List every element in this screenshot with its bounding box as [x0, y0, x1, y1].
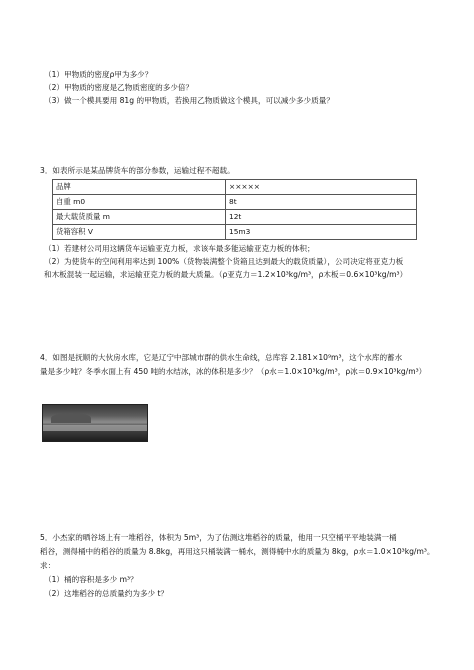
table-value: 15m3	[226, 225, 417, 240]
table-key: 自重 m0	[53, 195, 226, 210]
question-1-3: （3）做一个模具要用 81g 的甲物质，若换用乙物质做这个模具，可以减少多少质量？	[44, 96, 334, 105]
photo-water	[43, 425, 147, 431]
table-row	[53, 225, 417, 240]
table-row	[53, 195, 417, 210]
table-value: 8t	[226, 195, 417, 210]
table-key: 货箱容积 V	[53, 225, 226, 240]
table-value: 12t	[226, 210, 417, 225]
problem-3-q2-line1: （2）为使货车的空间利用率达到 100%（货物装满整个货箱且达到最大的载货质量），公司决定将亚克力板	[44, 257, 404, 266]
reservoir-photo	[42, 404, 148, 442]
table-row	[53, 210, 417, 225]
question-1-2: （2）甲物质的密度是乙物质密度的多少倍？	[44, 83, 194, 92]
table-value: ×××××	[226, 180, 417, 195]
problem-5-q1: （1）桶的容积是多少 m³？	[44, 575, 138, 584]
table-key: 品牌	[53, 180, 226, 195]
table-key: 最大载货质量 m	[53, 210, 226, 225]
problem-3-q1: （1）若建材公司用这辆货车运输亚克力板，求该车最多能运输亚克力板的体积；	[44, 244, 315, 253]
problem-4-line1: 4．如图是抚顺的大伙房水库，它是辽宁中部城市群的供水生命线，总库容 2.181×10⁹m³，这个水库的蓄水	[40, 353, 403, 362]
truck-params-table	[52, 179, 417, 240]
problem-5-line3: 求：	[40, 561, 56, 570]
question-1-1: （1）甲物质的密度ρ甲为多少？	[44, 70, 153, 79]
problem-5-line1: 5．小杰家的晒谷场上有一堆稻谷，体积为 5m³，为了估测这堆稻谷的质量，他用一只空桶平平地装满一桶	[40, 533, 397, 542]
problem-5-q2: （2）这堆稻谷的总质量约为多少 t？	[44, 589, 169, 598]
problem-4-line2: 量是多少吨？冬季水面上有 450 吨的水结冰，冰的体积是多少？（ρ水＝1.0×10³kg/m³，ρ冰＝0.9×10³kg/m³）	[40, 367, 427, 376]
table-row	[53, 180, 417, 195]
problem-3-intro: 3．如表所示是某品牌货车的部分参数，运输过程不超载。	[40, 166, 235, 175]
problem-3-q2-line2: 和木板混装一起运输，求运输亚克力板的最大质量。（ρ亚克力＝1.2×10³kg/m³，ρ木板＝0.6×10³kg/m³）	[44, 270, 408, 279]
photo-hill	[51, 413, 91, 423]
problem-5-line2: 稻谷，测得桶中的稻谷的质量为 8.8kg，再用这只桶装满一桶水，测得桶中水的质量为 8kg，ρ水＝1.0×10³kg/m³。	[40, 547, 435, 556]
